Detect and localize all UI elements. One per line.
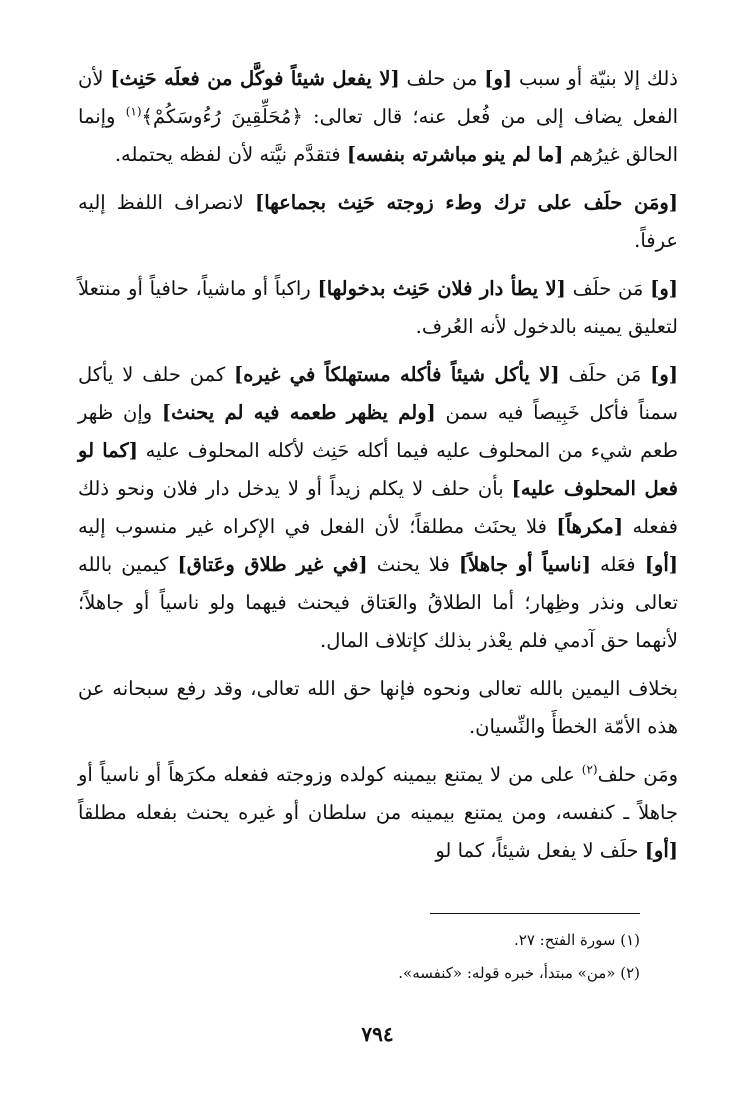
footnotes (78, 924, 640, 990)
bold-matn-text: [كما لو فعل المحلوف عليه] (78, 439, 678, 500)
bold-matn-text: [أو] (644, 553, 678, 576)
paragraph (78, 756, 678, 870)
bold-matn-text: [و] (650, 277, 678, 300)
bold-matn-text: [ناسياً أو جاهلاً] (458, 553, 591, 576)
bold-matn-text: [في غير طلاق وعَتاق] (177, 553, 368, 576)
commentary-text: على من لا يمتنع بيمينه كولده وزوجته ففعله مكرَهاً أو ناسياً أو جاهلاً ـ كنفسه، ومن يمتنع بيمينه من سلطان أو غيره يحنث بفعله مطلقاً (78, 763, 678, 824)
commentary-text: لانصراف اللفظ إليه عرفاً. (78, 191, 678, 252)
commentary-text: من حلف (399, 67, 485, 90)
footnote-1: (١) سورة الفتح: ٢٧. (514, 931, 640, 949)
commentary-text: راكباً أو ماشياً، حافياً أو منتعلاً لتعليق يمينه بالدخول لأنه العُرف. (78, 277, 678, 338)
commentary-text: لأن الفعل يضاف إلى من فُعل عنه؛ قال تعالى: ﴿مُحَلِّقِينَ رُءُوسَكُمْ﴾ (78, 67, 678, 128)
bold-matn-text: [ومَن حلَف على ترك وطء زوجته حَنِث بجماعها] (255, 191, 678, 214)
commentary-text: فلا يحنَث مطلقاً؛ لأن الفعل في الإكراه غير منسوب إليه (78, 515, 557, 538)
bold-matn-text: [و] (484, 67, 513, 90)
commentary-text: مَن حلَف (559, 363, 651, 386)
bold-matn-text: [ما لم ينو مباشرته بنفسه] (346, 143, 564, 166)
commentary-text: بأن حلف لا يكلم زيداً أو لا يدخل دار فلان ونحو ذلك ففعله (78, 477, 678, 538)
bold-matn-text: [مكرهاً] (556, 515, 624, 538)
main-text (78, 60, 678, 880)
bold-matn-text: [لا يأكل شيئاً فأكله مستهلكاً في غيره] (234, 363, 560, 386)
commentary-text: بخلاف اليمين بالله تعالى ونحوه فإنها حق الله تعالى، وقد رفع سبحانه عن هذه الأمّة الخطأَ والنِّسيان. (78, 677, 678, 738)
bold-matn-text: [أو] (644, 839, 678, 862)
commentary-text: فعَله (590, 553, 645, 576)
bold-matn-text: [و] (650, 363, 678, 386)
paragraph (78, 184, 678, 260)
page-number: ٧٩٤ (361, 1022, 394, 1046)
commentary-text: ذلك إلا بنيّة أو سبب (512, 67, 678, 90)
paragraph (78, 270, 678, 346)
footnote-separator (430, 913, 640, 914)
commentary-text: حلَف لا يفعل شيئاً، كما لو (435, 839, 645, 862)
bold-matn-text: [لا يطأ دار فلان حَنِث بدخولها] (317, 277, 566, 300)
footnote-2: (٢) «من» مبتدأ، خبره قوله: «كنفسه». (398, 964, 640, 982)
paragraph (78, 60, 678, 174)
commentary-text: كمن حلف لا يأكل سمناً فأكل خَبِيصاً فيه سمن (78, 363, 678, 424)
paragraph (78, 670, 678, 746)
footnote-marker: (٢) (581, 762, 598, 777)
commentary-text: فتقدَّم نيَّته لأن لفظه يحتمله. (114, 143, 347, 166)
commentary-text: كيمين بالله تعالى ونذر وظِهار؛ أما الطلاقُ والعَتاق فيحنث فيهما ولو ناسياً أو جاهلاً؛ لأنهما حق آدمي فلم يعْذر بذلك كإتلاف المال. (78, 553, 678, 652)
commentary-text: وإنما الحالق غيرُهم (78, 105, 678, 166)
footnote-marker: (١) (125, 104, 142, 119)
commentary-text: مَن حلَف (565, 277, 651, 300)
commentary-text: ومَن حلف (597, 763, 678, 786)
bold-matn-text: [لا يفعل شيئاً فوكَّل من فعلَه حَنِث] (110, 67, 400, 90)
bold-matn-text: [ولم يظهر طعمه فيه لم يحنث] (161, 401, 436, 424)
commentary-text: فلا يحنث (367, 553, 459, 576)
paragraph (78, 356, 678, 660)
commentary-text: وإن ظهر طعم شيء من المحلوف عليه فيما أكله حَنِث لأكله المحلوف عليه (78, 401, 679, 462)
